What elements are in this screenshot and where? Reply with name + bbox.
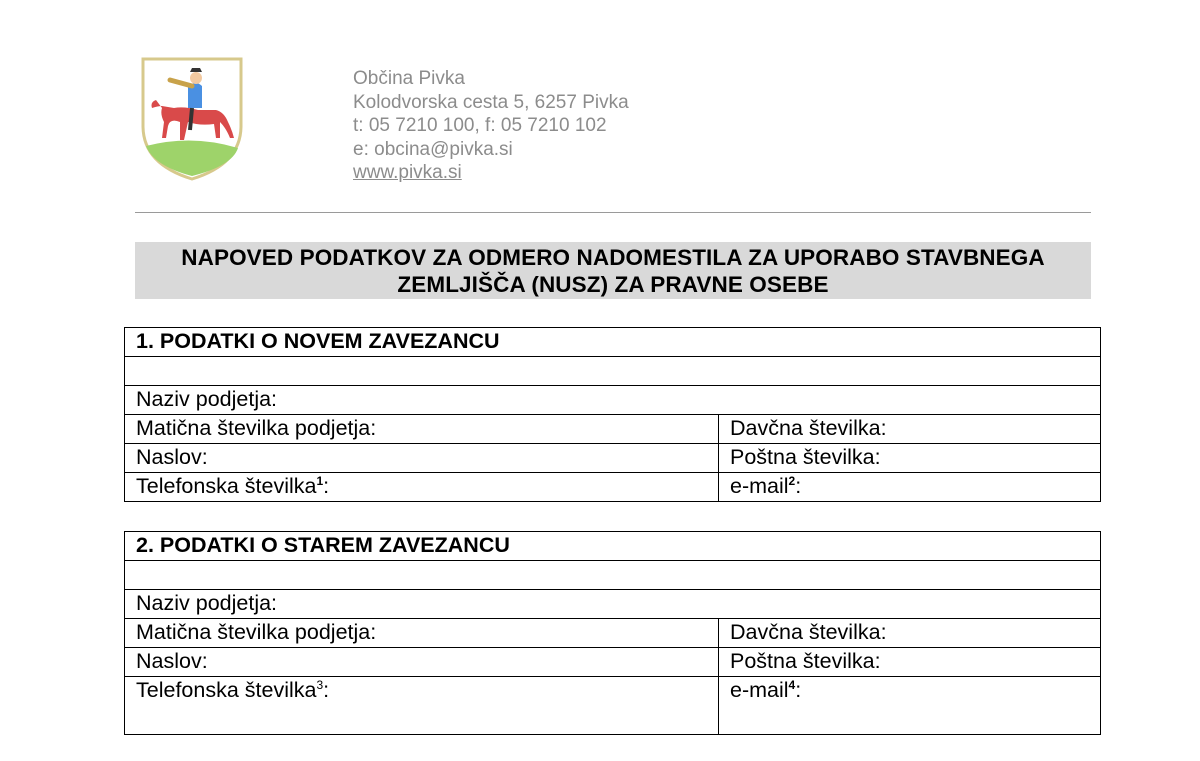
tax-number-label: Davčna številka: — [730, 416, 887, 440]
postal-code-field[interactable] — [719, 444, 1101, 473]
phone-footnote-marker: 1 — [316, 474, 324, 488]
tax-number-field[interactable] — [719, 619, 1101, 648]
address-field[interactable] — [125, 444, 719, 473]
phone-label: Telefonska številka — [136, 678, 317, 702]
company-name-label: Naziv podjetja: — [136, 591, 278, 615]
registration-number-label: Matična številka podjetja: — [136, 416, 377, 440]
phone-field[interactable]: Telefonska številka$^1$: — [125, 473, 719, 502]
tax-number-label: Davčna številka: — [730, 620, 887, 644]
company-name-field[interactable] — [125, 386, 1101, 415]
tax-number-field[interactable] — [719, 415, 1101, 444]
org-email: e: obcina@pivka.si — [353, 138, 513, 160]
company-name-field[interactable] — [125, 590, 1101, 619]
company-name-label: Naziv podjetja: — [136, 387, 278, 411]
email-footnote-marker: 2 — [788, 474, 796, 488]
section-heading: 1. PODATKI O NOVEM ZAVEZANCU — [125, 328, 1101, 357]
blank-row[interactable] — [125, 561, 1101, 590]
address-label: Naslov: — [136, 649, 208, 673]
address-field[interactable] — [125, 648, 719, 677]
registration-number-field[interactable] — [125, 415, 719, 444]
registration-number-label: Matična številka podjetja: — [136, 620, 377, 644]
postal-code-field[interactable] — [719, 648, 1101, 677]
phone-label: Telefonska številka — [136, 474, 317, 498]
new-taxpayer-section — [124, 327, 1101, 502]
email-field[interactable]: e-mail$^2$: — [719, 473, 1101, 502]
org-address: Kolodvorska cesta 5, 6257 Pivka — [353, 91, 629, 113]
email-label: e-mail — [730, 474, 789, 498]
org-name: Občina Pivka — [353, 68, 465, 89]
address-label: Naslov: — [136, 445, 208, 469]
email-label: e-mail — [730, 678, 789, 702]
email-field[interactable]: e-mail$^4$: — [719, 677, 1101, 735]
registration-number-field[interactable] — [125, 619, 719, 648]
postal-code-label: Poštna številka: — [730, 445, 881, 469]
phone-footnote-marker: 3 — [316, 678, 324, 692]
crest-graphic — [140, 56, 244, 182]
contact-block — [353, 67, 629, 185]
org-phone-fax: t: 05 7210 100, f: 05 7210 102 — [353, 115, 607, 136]
section-heading: 2. PODATKI O STAREM ZAVEZANCU — [125, 532, 1101, 561]
email-footnote-marker: 4 — [788, 678, 796, 692]
municipal-coat-of-arms-icon — [140, 56, 244, 182]
header-divider — [135, 212, 1091, 213]
form-title — [135, 242, 1091, 299]
org-website-link[interactable]: www.pivka.si — [353, 162, 462, 183]
former-taxpayer-section — [124, 531, 1101, 735]
postal-code-label: Poštna številka: — [730, 649, 881, 673]
form-title-line-2: ZEMLJIŠČA (NUSZ) ZA PRAVNE OSEBE — [397, 271, 829, 297]
blank-row[interactable] — [125, 357, 1101, 386]
phone-field[interactable]: Telefonska številka$^3$: — [125, 677, 719, 735]
form-title-line-1: NAPOVED PODATKOV ZA ODMERO NADOMESTILA ZA UPORABO STAVBNEGA — [181, 244, 1045, 270]
